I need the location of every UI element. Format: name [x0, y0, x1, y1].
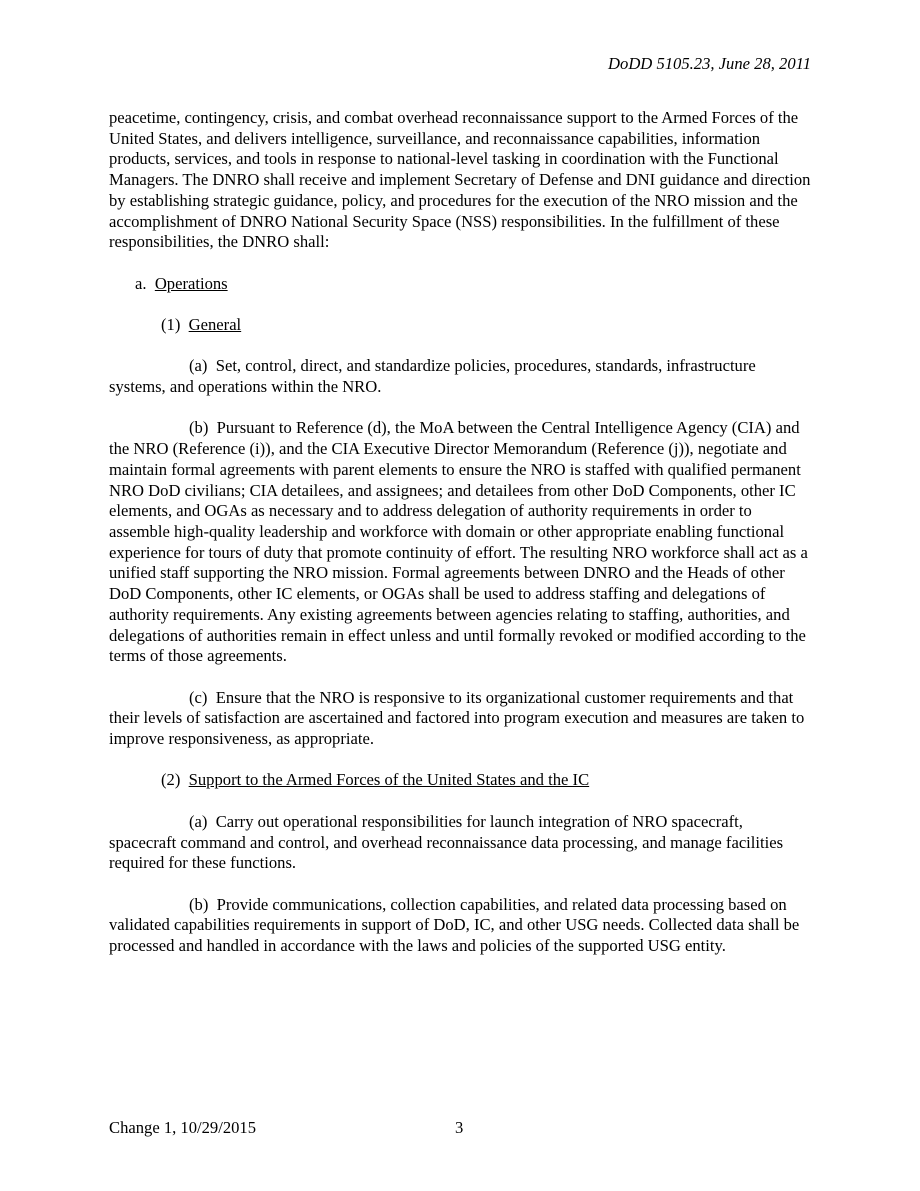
subsection-2-title: Support to the Armed Forces of the United States and the IC — [188, 770, 590, 790]
paragraph-1a-text: Set, control, direct, and standardize policies, procedures, standards, infrastructure systems, and operations within the NRO. — [109, 356, 756, 397]
section-a-heading — [109, 274, 813, 295]
subsection-1-heading — [109, 315, 813, 336]
paragraph-2b-text: Provide communications, collection capabilities, and related data processing based on validated capabilities requirements in support of DoD, IC, and other USG needs. Collected data shall be processed and handled in accordance with the laws and policies of the supported USG entity. — [109, 894, 800, 955]
paragraph-1b-marker: (b) — [189, 418, 209, 438]
section-a-marker: a. — [135, 273, 147, 293]
paragraph-1c — [109, 688, 813, 750]
change-footer: Change 1, 10/29/2015 — [109, 1118, 257, 1137]
paragraph-1c-marker: (c) — [189, 687, 208, 707]
subsection-1-title: General — [188, 315, 242, 334]
page-number: 3 — [455, 1118, 464, 1137]
paragraph-1a-marker: (a) — [189, 356, 208, 376]
subsection-2-marker: (2) — [161, 770, 181, 790]
paragraph-1a — [109, 356, 813, 397]
paragraph-2a-marker: (a) — [189, 811, 208, 831]
paragraph-1b — [109, 418, 813, 666]
paragraph-2a-text: Carry out operational responsibilities for launch integration of NRO spacecraft, spacecraft command and control, and overhead reconnaissance data processing, and manage facilities required for these functions. — [109, 811, 784, 873]
running-header: DoDD 5105.23, June 28, 2011 — [608, 54, 811, 73]
section-a-title: Operations — [154, 273, 228, 293]
paragraph-2b-marker: (b) — [189, 894, 209, 914]
document-body — [109, 108, 813, 977]
intro-paragraph: peacetime, contingency, crisis, and combat overhead reconnaissance support to the Armed Forces of the United States, and delivers intelligence, surveillance, and reconnaissance capabilities, information products, services, and tools in response to national-level tasking in coordination with the Functional Managers. The DNRO shall receive and implement Secretary of Defense and DNI guidance and direction by establishing strategic guidance, policy, and procedures for the execution of the NRO mission and the accomplishment of DNRO National Security Space (NSS) responsibilities. In the fulfillment of these responsibilities, the DNRO shall: — [109, 108, 811, 252]
subsection-2-heading — [109, 770, 813, 791]
paragraph-2a — [109, 812, 813, 874]
paragraph-1c-text: Ensure that the NRO is responsive to its organizational customer requirements and that their levels of satisfaction are ascertained and factored into program execution and measures are taken to improve responsiveness, as appropriate. — [109, 687, 805, 749]
subsection-1-marker: (1) — [161, 315, 181, 334]
paragraph-2b — [109, 895, 813, 957]
paragraph-1b-text: Pursuant to Reference (d), the MoA between the Central Intelligence Agency (CIA) and the NRO (Reference (i)), and the CIA Executive Director Memorandum (Reference (j)), negotiate and maintain formal agreements with parent elements to ensure the NRO is staffed with qualified permanent NRO DoD civilians; CIA detailees, and assignees; and detailees from other DoD Components, other IC elements, and OGAs as necessary and to address delegation of authority requirements in order to assemble high-quality leadership and workforce with domain or other appropriate enabling functional experience for tours of duty that promote continuity of effort. The resulting NRO workforce shall act as a unified staff supporting the NRO mission. Formal agreements between DNRO and the Heads of other DoD Components, other IC elements, or OGAs shall be used to address staffing and delegations of authority requirements. Any existing agreements between agencies relating to staffing, authorities, and delegations of authorities remain in effect unless and until formally revoked or modified according to the terms of those agreements. — [109, 418, 808, 666]
